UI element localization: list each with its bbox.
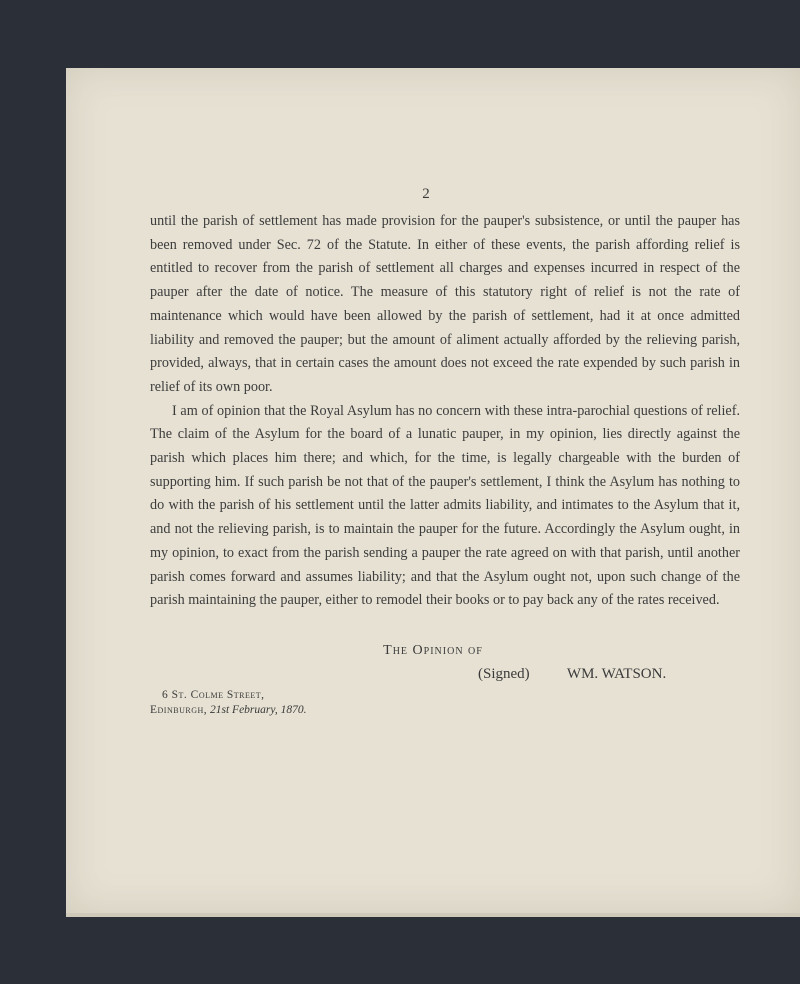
address-block (150, 688, 306, 718)
page-bottom-edge (66, 913, 800, 917)
page-number: 2 (422, 186, 430, 202)
opinion-heading: The Opinion of (383, 643, 483, 658)
signature-block (478, 666, 666, 683)
paragraph-2: I am of opinion that the Royal Asylum has no concern with these intra-parochial questions of relief. The claim of the Asylum for the board of a lunatic pauper, in my opinion, lies directly against the parish which places him there; and which, for the time, is legally chargeable with the burden of supporting him. If such parish be not that of the pauper's settlement, I think the Asylum has nothing to do with the parish of his settlement until the latter admits liability, and intimates to the Asylum that it, and not the relieving parish, is to maintain the pauper for the future. Accordingly the Asylum ought, in my opinion, to exact from the parish sending a pauper the rate agreed on with that parish, until another parish comes forward and assumes liability; and that the Asylum ought not, upon such change of the parish maintaining the pauper, either to remodel their books or to pay back any of the rates received. (150, 402, 740, 609)
address-city: Edinburgh, (150, 704, 208, 716)
document-page (66, 68, 800, 913)
body-text (150, 210, 740, 613)
signed-label: (Signed) (478, 666, 530, 682)
address-street: 6 St. Colme Street, (162, 689, 265, 701)
address-city-date (150, 703, 306, 718)
signatory-name: WM. WATSON. (566, 666, 667, 682)
address-date: 21st February, 1870. (210, 704, 307, 716)
paragraph-1: until the parish of settlement has made provision for the pauper's subsistence, or until the pauper has been removed under Sec. 72 of the Statute. In either of these events, the parish affording relief is entitled to recover from the parish of settlement all charges and expenses incurred in respect of the pauper after the date of notice. The measure of this statutory right of relief is not the rate of maintenance which would have been allowed by the parish of settlement, had it at once admitted liability and removed the pauper; but the amount of aliment actually afforded by the relieving parish, provided, always, that in certain cases the amount does not exceed the rate expended by such parish in relief of its own poor. (150, 213, 740, 395)
